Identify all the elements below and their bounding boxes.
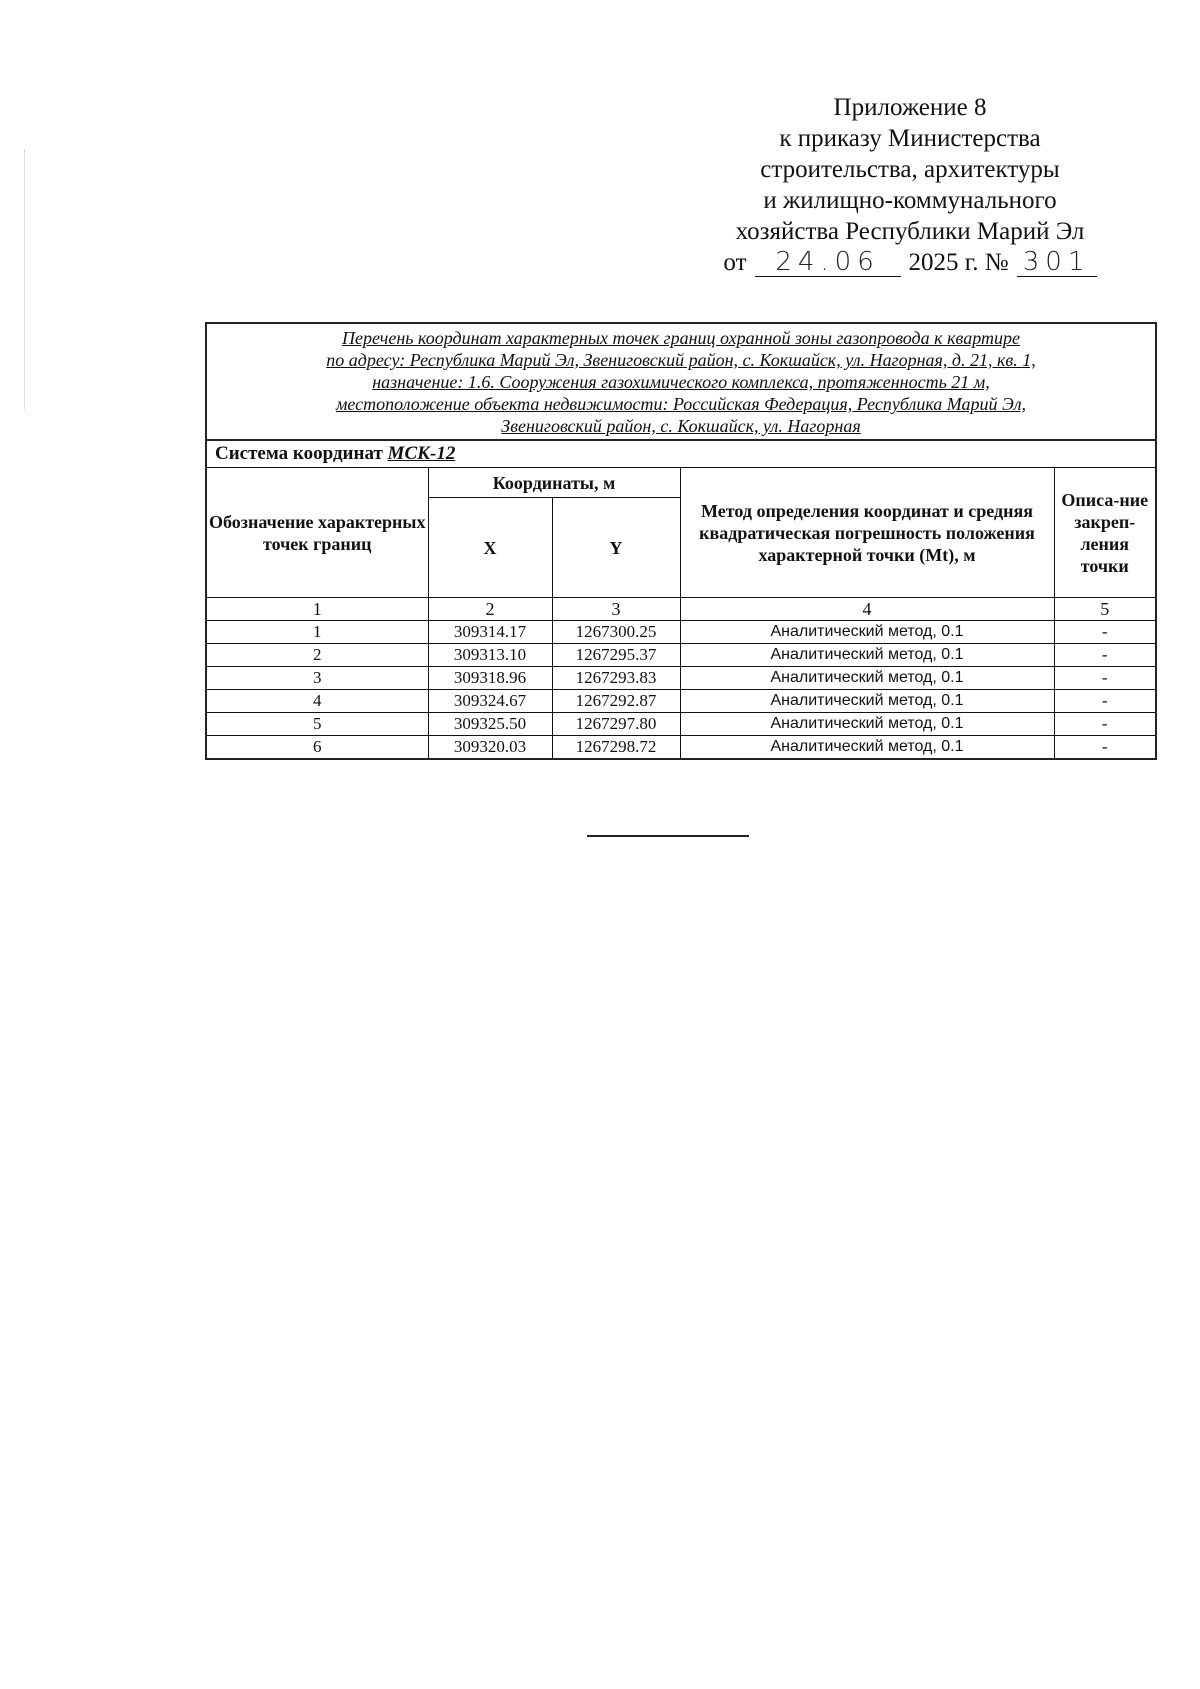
- appendix-header: [690, 92, 1130, 278]
- table-title-line: Перечень координат характерных точек границ охранной зоны газопровода к квартире: [342, 328, 1020, 348]
- coordinates-table-wrapper: [205, 322, 1155, 760]
- appendix-order-line: к приказу Министерства: [779, 125, 1041, 152]
- header-point-designation: Обозначение характерных точек границ: [206, 468, 428, 598]
- column-number: 2: [428, 598, 552, 621]
- description-cell: -: [1054, 736, 1156, 760]
- point-id: 5: [206, 713, 428, 736]
- end-of-document-rule: [587, 835, 749, 837]
- point-id: 6: [206, 736, 428, 760]
- order-date-line: [690, 247, 1130, 278]
- appendix-ministry-line-1: строительства, архитектуры: [760, 156, 1060, 183]
- point-id: 1: [206, 621, 428, 644]
- header-x: X: [428, 498, 552, 598]
- table-title: [206, 323, 1156, 440]
- description-cell: -: [1054, 713, 1156, 736]
- point-id: 2: [206, 644, 428, 667]
- header-y: Y: [552, 498, 680, 598]
- method-cell: Аналитический метод, 0.1: [680, 690, 1054, 713]
- column-number: 3: [552, 598, 680, 621]
- coordinate-system-row: [206, 440, 1156, 468]
- header-description: Описа-ние закреп-ления точки: [1054, 468, 1156, 598]
- coord-x: 309313.10: [428, 644, 552, 667]
- method-cell: Аналитический метод, 0.1: [680, 713, 1054, 736]
- order-year-label: 2025 г. №: [908, 249, 1009, 276]
- table-title-line: назначение: 1.6. Сооружения газохимического комплекса, протяженность 21 м,: [372, 372, 990, 392]
- scan-edge-marks: [24, 150, 27, 410]
- table-title-line: Звениговский район, с. Кокшайск, ул. Нагорная: [501, 416, 861, 436]
- coord-x: 309320.03: [428, 736, 552, 760]
- table-row: [206, 713, 1156, 736]
- table-title-line: по адресу: Республика Марий Эл, Звениговский район, с. Кокшайск, ул. Нагорная, д. 21, кв. 1,: [326, 350, 1036, 370]
- table-row: [206, 736, 1156, 760]
- date-prefix: от: [723, 249, 747, 276]
- description-cell: -: [1054, 690, 1156, 713]
- coord-x: 309325.50: [428, 713, 552, 736]
- table-row: [206, 644, 1156, 667]
- appendix-ministry-line-2: и жилищно-коммунального: [763, 187, 1057, 214]
- description-cell: -: [1054, 667, 1156, 690]
- table-row: [206, 667, 1156, 690]
- appendix-ministry-line-3: хозяйства Республики Марий Эл: [735, 218, 1085, 245]
- coordinate-system-label: Система координат: [215, 443, 383, 464]
- column-number: 4: [680, 598, 1054, 621]
- table-row: [206, 621, 1156, 644]
- method-cell: Аналитический метод, 0.1: [680, 667, 1054, 690]
- coord-y: 1267293.83: [552, 667, 680, 690]
- description-cell: -: [1054, 644, 1156, 667]
- method-cell: Аналитический метод, 0.1: [680, 621, 1054, 644]
- coord-x: 309314.17: [428, 621, 552, 644]
- coord-y: 1267300.25: [552, 621, 680, 644]
- method-cell: Аналитический метод, 0.1: [680, 644, 1054, 667]
- coordinate-system-value: МСК-12: [387, 443, 456, 464]
- point-id: 3: [206, 667, 428, 690]
- coord-x: 309318.96: [428, 667, 552, 690]
- method-cell: Аналитический метод, 0.1: [680, 736, 1054, 760]
- column-number: 5: [1054, 598, 1156, 621]
- coord-x: 309324.67: [428, 690, 552, 713]
- order-date-handwritten: 24.06: [755, 248, 901, 277]
- point-id: 4: [206, 690, 428, 713]
- table-row: [206, 690, 1156, 713]
- header-coordinates: Координаты, м: [428, 468, 680, 498]
- coord-y: 1267295.37: [552, 644, 680, 667]
- coord-y: 1267298.72: [552, 736, 680, 760]
- description-cell: -: [1054, 621, 1156, 644]
- coord-y: 1267292.87: [552, 690, 680, 713]
- coord-y: 1267297.80: [552, 713, 680, 736]
- appendix-title: Приложение 8: [833, 94, 987, 121]
- coordinates-table: [205, 322, 1157, 760]
- header-method: Метод определения координат и средняя квадратическая погрешность положения характерной точки (Mt), м: [680, 468, 1054, 598]
- column-number: 1: [206, 598, 428, 621]
- table-title-line: местоположение объекта недвижимости: Российская Федерация, Республика Марий Эл,: [335, 394, 1027, 414]
- order-number-handwritten: 301: [1017, 248, 1097, 277]
- column-numbers-row: [206, 598, 1156, 621]
